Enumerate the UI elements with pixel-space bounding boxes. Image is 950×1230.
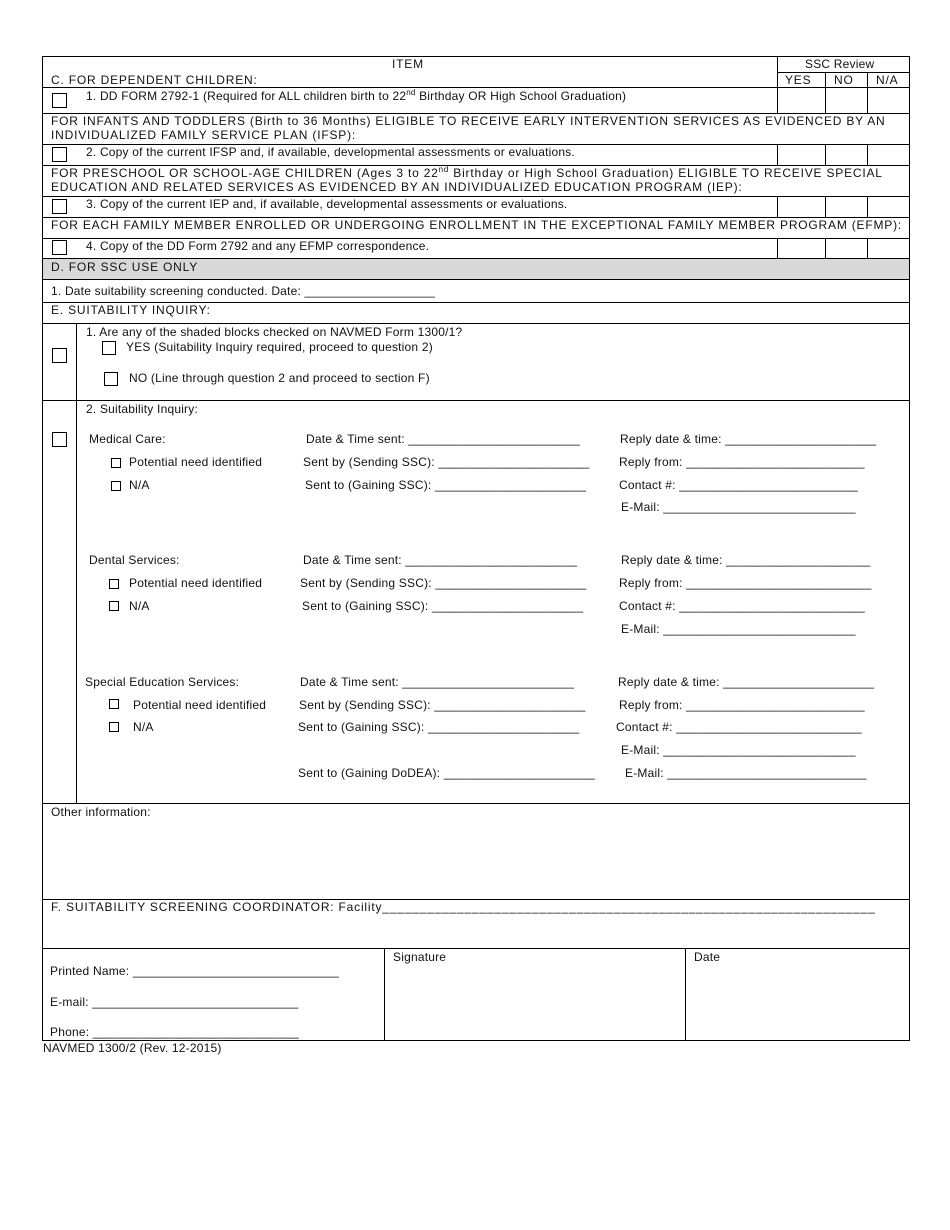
special-ed-na-checkbox[interactable] [109,722,119,732]
section-c-title: C. FOR DEPENDENT CHILDREN: [51,73,258,87]
special-ed-email-2[interactable]: E-Mail: _____________________________ [625,766,867,780]
medical-na-label: N/A [129,478,150,492]
q1-no-label: NO (Line through question 2 and proceed to section F) [129,371,430,385]
item2-text: 2. Copy of the current IFSP and, if available, developmental assessments or evaluations. [86,145,575,159]
dental-reply-from[interactable]: Reply from: ___________________________ [619,576,872,590]
item3-checkbox[interactable] [52,199,67,214]
infants-heading-line1: FOR INFANTS AND TODDLERS (Birth to 36 Months) ELIGIBLE TO RECEIVE EARLY INTERVENTION SERVICES AS EVIDENCED BY AN [51,114,886,128]
dental-reply-date[interactable]: Reply date & time: _____________________ [621,553,871,567]
section-e-title: E. SUITABILITY INQUIRY: [51,303,211,317]
signature-field[interactable] [386,966,683,1038]
screening-date-line[interactable]: 1. Date suitability screening conducted. Date: ___________________ [51,284,436,298]
infants-heading-line2: INDIVIDUALIZED FAMILY SERVICE PLAN (IFSP): [51,128,356,142]
yes-header: YES [785,73,812,87]
dental-date-sent[interactable]: Date & Time sent: _________________________ [303,553,578,567]
dental-sent-by[interactable]: Sent by (Sending SSC): ______________________ [300,576,587,590]
dental-contact[interactable]: Contact #: ___________________________ [619,599,865,613]
special-ed-need-checkbox[interactable] [109,699,119,709]
q1-checkbox[interactable] [52,348,67,363]
q1-yes-label: YES (Suitability Inquiry required, proceed to question 2) [126,340,433,354]
medical-date-sent[interactable]: Date & Time sent: _________________________ [306,432,581,446]
other-info-label: Other information: [51,805,151,819]
dental-na-checkbox[interactable] [109,601,119,611]
medical-reply-from[interactable]: Reply from: __________________________ [619,455,865,469]
item1-checkbox[interactable] [52,93,67,108]
special-ed-date-sent[interactable]: Date & Time sent: _________________________ [300,675,575,689]
q1-yes-checkbox[interactable] [102,341,116,355]
q1-text: 1. Are any of the shaded blocks checked on NAVMED Form 1300/1? [86,325,463,339]
item2-checkbox[interactable] [52,147,67,162]
preschool-heading-line2: EDUCATION AND RELATED SERVICES AS EVIDENCED BY AN INDIVIDUALIZED EDUCATION PROGRAM (IEP): [51,180,743,194]
na-header: N/A [876,73,899,87]
special-ed-contact[interactable]: Contact #: ___________________________ [616,720,862,734]
preschool-heading-line1: FOR PRESCHOOL OR SCHOOL-AGE CHILDREN (Ages 3 to 22nd Birthday or High School Graduation) ELIGIBLE TO RECEIVE SPECIAL [51,165,883,180]
medical-na-checkbox[interactable] [111,481,121,491]
section-f-title[interactable]: F. SUITABILITY SCREENING COORDINATOR: Facility__________________________________________________________________ [51,900,876,914]
special-ed-sent-to[interactable]: Sent to (Gaining SSC): ______________________ [298,720,580,734]
medical-reply-date[interactable]: Reply date & time: ______________________ [620,432,877,446]
special-ed-reply-from[interactable]: Reply from: __________________________ [619,698,865,712]
dental-sent-to[interactable]: Sent to (Gaining SSC): ______________________ [302,599,584,613]
medical-sent-by[interactable]: Sent by (Sending SSC): ______________________ [303,455,590,469]
dental-need-checkbox[interactable] [109,579,119,589]
other-info-field[interactable] [44,822,908,897]
no-header: NO [834,73,854,87]
efmp-heading: FOR EACH FAMILY MEMBER ENROLLED OR UNDERGOING ENROLLMENT IN THE EXCEPTIONAL FAMILY MEMBER PROGRAM (EFMP): [51,218,903,232]
dental-title: Dental Services: [89,553,180,567]
item4-checkbox[interactable] [52,240,67,255]
item1-text: 1. DD FORM 2792-1 (Required for ALL children birth to 22nd Birthday OR High School Graduation) [86,88,627,103]
medical-email[interactable]: E-Mail: ____________________________ [621,500,856,514]
dental-email[interactable]: E-Mail: ____________________________ [621,622,856,636]
section-d-title: D. FOR SSC USE ONLY [51,260,199,274]
signature-label: Signature [393,950,447,964]
date-field[interactable] [687,966,907,1038]
medical-need-checkbox[interactable] [111,458,121,468]
q1-no-checkbox[interactable] [104,372,118,386]
special-ed-sent-to-dodea[interactable]: Sent to (Gaining DoDEA): ______________________ [298,766,595,780]
item3-text: 3. Copy of the current IEP and, if available, developmental assessments or evaluations. [86,197,568,211]
date-label: Date [694,950,721,964]
special-ed-title: Special Education Services: [85,675,240,689]
printed-name-line[interactable]: Printed Name: ______________________________ [50,964,340,978]
special-ed-email-1[interactable]: E-Mail: ____________________________ [621,743,856,757]
item-header: ITEM [392,57,424,71]
special-ed-na-label: N/A [133,720,154,734]
item4-text: 4. Copy of the DD Form 2792 and any EFMP correspondence. [86,239,430,253]
email-line[interactable]: E-mail: ______________________________ [50,995,299,1009]
special-ed-sent-by[interactable]: Sent by (Sending SSC): ______________________ [299,698,586,712]
form-id: NAVMED 1300/2 (Rev. 12-2015) [43,1041,222,1055]
ssc-review-header: SSC Review [805,57,875,71]
medical-title: Medical Care: [89,432,166,446]
medical-need-label: Potential need identified [129,455,263,469]
special-ed-need-label: Potential need identified [133,698,267,712]
q2-text: 2. Suitability Inquiry: [86,402,198,416]
medical-contact[interactable]: Contact #: __________________________ [619,478,858,492]
special-ed-reply-date[interactable]: Reply date & time: ______________________ [618,675,875,689]
medical-sent-to[interactable]: Sent to (Gaining SSC): ______________________ [305,478,587,492]
dental-need-label: Potential need identified [129,576,263,590]
dental-na-label: N/A [129,599,150,613]
q2-checkbox[interactable] [52,432,67,447]
phone-line[interactable]: Phone: ______________________________ [50,1025,299,1039]
